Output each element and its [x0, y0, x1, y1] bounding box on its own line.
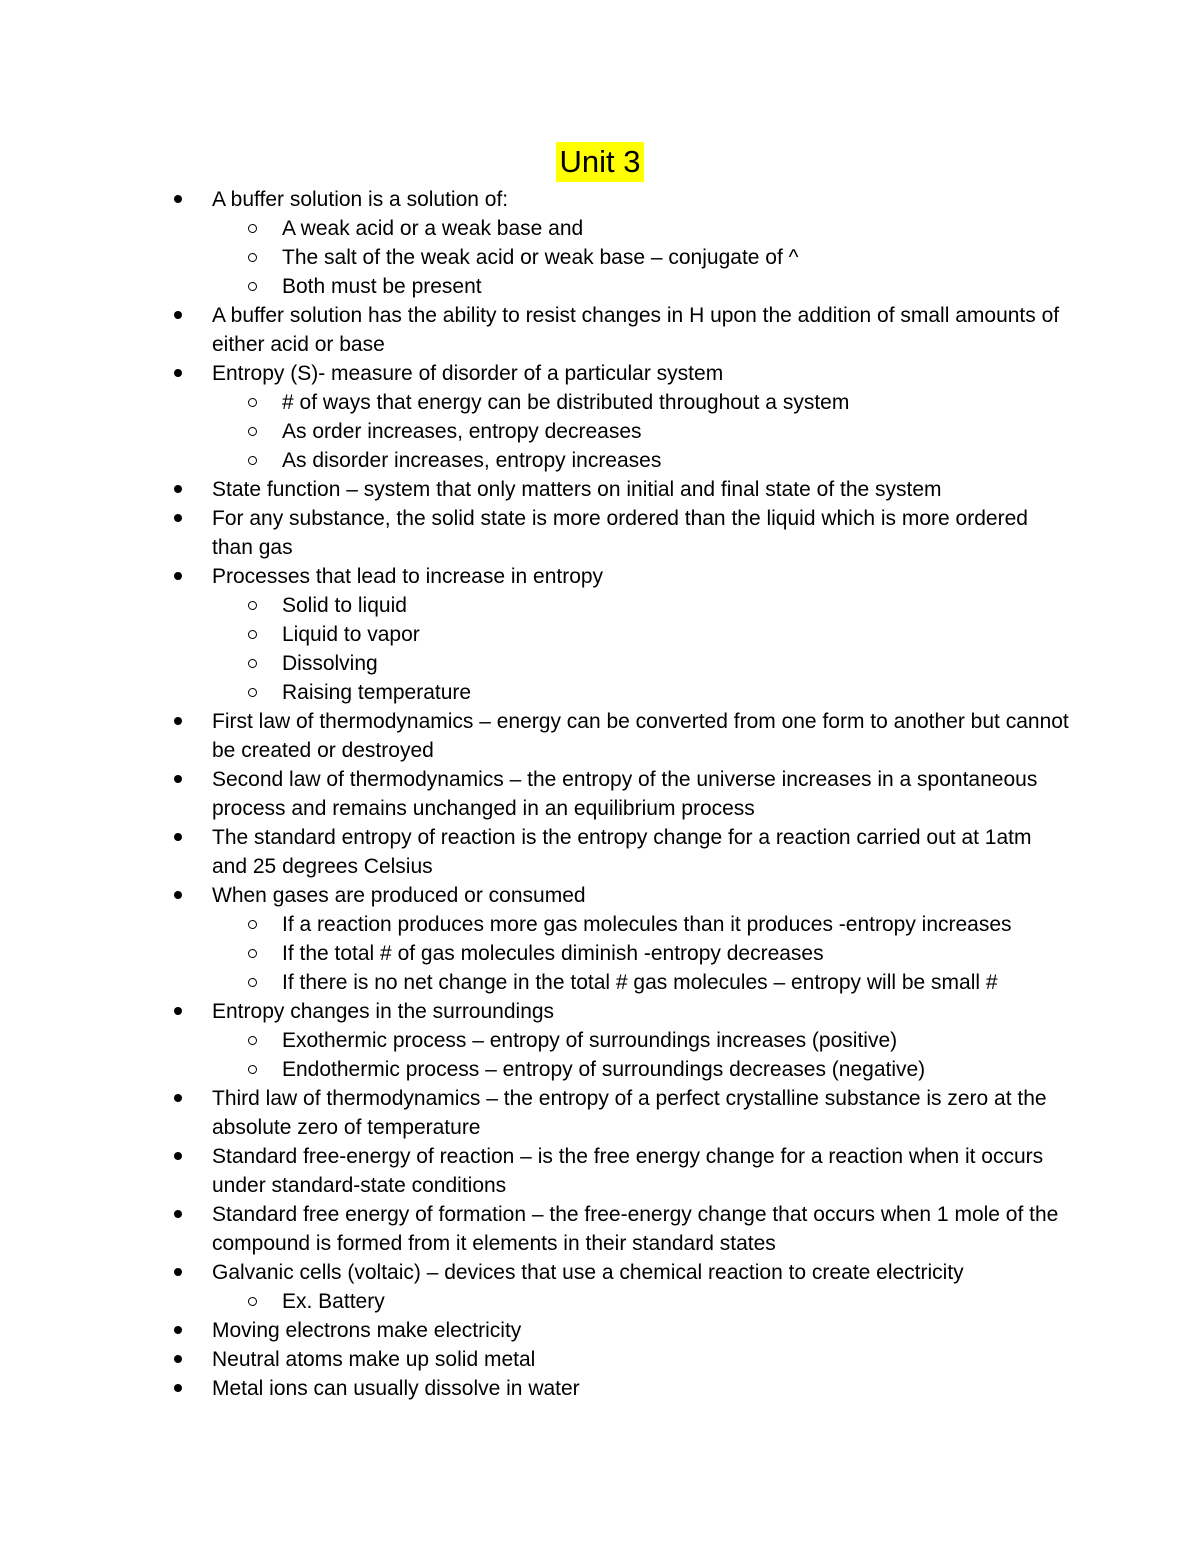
item-text: If a reaction produces more gas molecules than it produces -entropy increases: [282, 913, 1012, 936]
item-text: A weak acid or a weak base and: [282, 217, 584, 240]
item-text: Entropy changes in the surroundings: [212, 1000, 555, 1023]
item-text: Second law of thermodynamics – the entropy of the universe increases in a spontaneous process and remains unchanged in an equilibrium process: [212, 768, 1038, 820]
item-text: Entropy (S)- measure of disorder of a particular system: [212, 362, 724, 385]
item-text: Liquid to vapor: [282, 623, 420, 646]
bullet-item: [212, 881, 1072, 910]
sub-bullet-item: [282, 678, 1072, 707]
item-text: First law of thermodynamics – energy can be converted from one form to another but cannot be created or destroyed: [212, 710, 1069, 762]
bullet-item: [212, 359, 1072, 388]
item-text: As disorder increases, entropy increases: [282, 449, 662, 472]
item-text: If there is no net change in the total # gas molecules – entropy will be small #: [282, 971, 998, 994]
item-text: Moving electrons make electricity: [212, 1319, 522, 1342]
item-text: When gases are produced or consumed: [212, 884, 586, 907]
item-text: Raising temperature: [282, 681, 472, 704]
item-text: As order increases, entropy decreases: [282, 420, 642, 443]
item-text: Endothermic process – entropy of surroundings decreases (negative): [282, 1058, 926, 1081]
sub-bullet-item: [282, 1055, 1072, 1084]
item-text: A buffer solution has the ability to resist changes in H upon the addition of small amounts of either acid or base: [212, 304, 1060, 356]
bullet-item: [212, 562, 1072, 591]
item-text: The standard entropy of reaction is the entropy change for a reaction carried out at 1atm and 25 degrees Celsius: [212, 826, 1032, 878]
sub-bullet-item: [282, 446, 1072, 475]
bullet-item: [212, 475, 1072, 504]
sub-bullet-item: [282, 1287, 1072, 1316]
bullet-item: [212, 765, 1072, 823]
sub-bullet-item: [282, 620, 1072, 649]
notes-list: [0, 185, 1200, 1403]
sub-bullet-item: [282, 243, 1072, 272]
item-text: Standard free energy of formation – the free-energy change that occurs when 1 mole of the compound is formed from it elements in their standard states: [212, 1203, 1059, 1255]
item-text: State function – system that only matters on initial and final state of the system: [212, 478, 942, 501]
item-text: If the total # of gas molecules diminish -entropy decreases: [282, 942, 824, 965]
item-text: Exothermic process – entropy of surroundings increases (positive): [282, 1029, 898, 1052]
item-text: The salt of the weak acid or weak base – conjugate of ^: [282, 246, 799, 269]
item-text: Galvanic cells (voltaic) – devices that use a chemical reaction to create electricity: [212, 1261, 964, 1284]
sub-bullet-item: [282, 214, 1072, 243]
document-title: Unit 3: [556, 142, 645, 182]
bullet-item: [212, 1345, 1072, 1374]
bullet-item: [212, 823, 1072, 881]
item-text: Third law of thermodynamics – the entropy of a perfect crystalline substance is zero at the absolute zero of temperature: [212, 1087, 1047, 1139]
item-text: Ex. Battery: [282, 1290, 385, 1313]
item-text: Processes that lead to increase in entropy: [212, 565, 604, 588]
item-text: Solid to liquid: [282, 594, 407, 617]
bullet-item: [212, 1200, 1072, 1258]
item-text: Both must be present: [282, 275, 482, 298]
item-text: Metal ions can usually dissolve in water: [212, 1377, 580, 1400]
item-text: For any substance, the solid state is more ordered than the liquid which is more ordered than gas: [212, 507, 1028, 559]
bullet-item: [212, 1084, 1072, 1142]
sub-bullet-item: [282, 649, 1072, 678]
title-container: [0, 142, 1200, 182]
item-text: A buffer solution is a solution of:: [212, 188, 509, 211]
bullet-item: [212, 185, 1072, 214]
item-text: Neutral atoms make up solid metal: [212, 1348, 536, 1371]
bullet-item: [212, 301, 1072, 359]
sub-bullet-item: [282, 272, 1072, 301]
bullet-item: [212, 504, 1072, 562]
bullet-item: [212, 1142, 1072, 1200]
sub-bullet-item: [282, 910, 1072, 939]
sub-bullet-item: [282, 939, 1072, 968]
bullet-item: [212, 1258, 1072, 1287]
bullet-item: [212, 1316, 1072, 1345]
bullet-item: [212, 1374, 1072, 1403]
item-text: Standard free-energy of reaction – is the free energy change for a reaction when it occurs under standard-state conditions: [212, 1145, 1044, 1197]
sub-bullet-item: [282, 417, 1072, 446]
sub-bullet-item: [282, 1026, 1072, 1055]
sub-bullet-item: [282, 388, 1072, 417]
item-text: Dissolving: [282, 652, 378, 675]
sub-bullet-item: [282, 968, 1072, 997]
bullet-item: [212, 707, 1072, 765]
bullet-item: [212, 997, 1072, 1026]
sub-bullet-item: [282, 591, 1072, 620]
item-text: # of ways that energy can be distributed throughout a system: [282, 391, 850, 414]
